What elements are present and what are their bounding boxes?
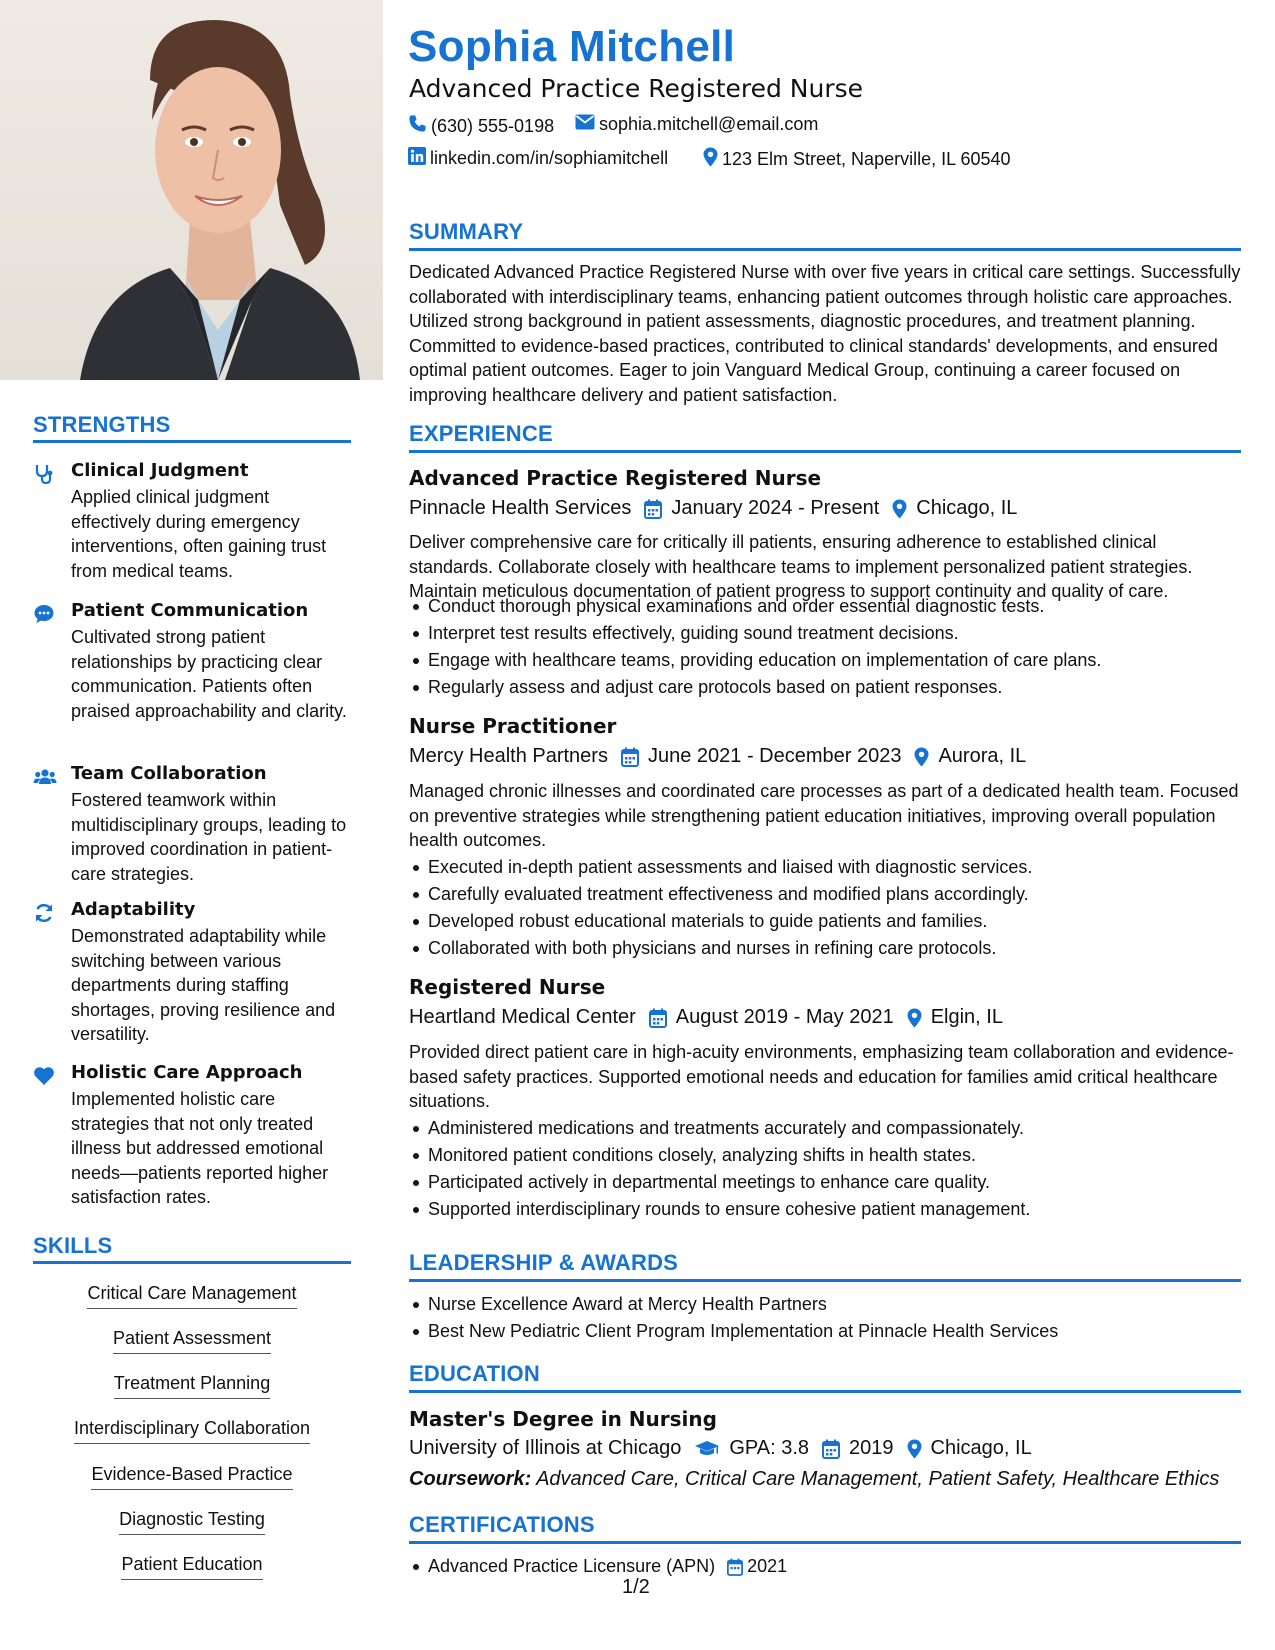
- leadership-heading: LEADERSHIP & AWARDS: [409, 1250, 1241, 1282]
- skill-item: Evidence-Based Practice: [33, 1464, 351, 1504]
- candidate-name: Sophia Mitchell: [408, 22, 736, 71]
- map-pin-icon: [907, 1439, 922, 1459]
- phone-contact: [408, 114, 554, 138]
- list-item: Developed robust educational materials to guide patients and families.: [409, 908, 1241, 935]
- list-item: Administered medications and treatments accurately and compassionately.: [409, 1115, 1241, 1142]
- certification-year: 2021: [747, 1556, 788, 1576]
- skill-item: Treatment Planning: [33, 1373, 351, 1413]
- calendar-icon: [621, 747, 639, 767]
- address-contact: [703, 147, 1011, 172]
- strength-title: Team Collaboration: [71, 763, 267, 784]
- gpa: GPA: 3.8: [729, 1437, 810, 1459]
- school-location: Chicago, IL: [930, 1437, 1032, 1459]
- education-heading: EDUCATION: [409, 1361, 1241, 1393]
- list-item: Participated actively in departmental meetings to enhance care quality.: [409, 1169, 1241, 1196]
- strength-title: Holistic Care Approach: [71, 1062, 303, 1083]
- job-title: Registered Nurse: [409, 975, 606, 999]
- school-name: University of Illinois at Chicago: [409, 1437, 682, 1459]
- list-item: Regularly assess and adjust care protocols based on patient responses.: [409, 674, 1241, 701]
- left-sidebar: [0, 0, 383, 1650]
- list-item: Best New Pediatric Client Program Implementation at Pinnacle Health Services: [409, 1318, 1241, 1345]
- graduation-cap-icon: [694, 1440, 720, 1458]
- job-description: Deliver comprehensive care for critically ill patients, ensuring adherence to established clinical standards. Collaborate closely with healthcare teams to implement personalized patient strategies. Maintain meticulous documentation of patient progress to support continuity and quality of care.: [409, 532, 1193, 601]
- job-description: Managed chronic illnesses and coordinated care processes as part of a dedicated health team. Focused on preventive strategies while strengthening patient education initiatives, improving overall population health outcomes.: [409, 781, 1239, 850]
- job-title: Nurse Practitioner: [409, 714, 617, 738]
- phone-number[interactable]: (630) 555-0198: [431, 115, 555, 136]
- list-item: Monitored patient conditions closely, analyzing shifts in health states.: [409, 1142, 1241, 1169]
- strength-description: Demonstrated adaptability while switching between various departments during staffing shortages, proving resilience and versatility.: [71, 926, 336, 1044]
- email-address[interactable]: sophia.mitchell@email.com: [599, 114, 819, 134]
- coursework-label: Coursework:: [409, 1468, 532, 1490]
- email-contact: [575, 114, 818, 135]
- strength-description: Cultivated strong patient relationships by practicing clear communication. Patients often praised approachability and clarity.: [71, 627, 347, 721]
- skills-heading: SKILLS: [33, 1233, 351, 1264]
- map-pin-icon: [914, 747, 929, 767]
- street-address: 123 Elm Street, Naperville, IL 60540: [722, 149, 1011, 169]
- experience-heading: EXPERIENCE: [409, 421, 1241, 453]
- list-item: Carefully evaluated treatment effectiveness and modified plans accordingly.: [409, 881, 1241, 908]
- degree-title: Master's Degree in Nursing: [409, 1407, 717, 1431]
- calendar-icon: [822, 1439, 840, 1459]
- coursework-list: Advanced Care, Critical Care Management, Patient Safety, Healthcare Ethics: [536, 1468, 1220, 1490]
- company-name: Pinnacle Health Services: [409, 497, 632, 519]
- job-dates: August 2019 - May 2021: [675, 1006, 894, 1028]
- strength-title: Clinical Judgment: [71, 460, 249, 481]
- job-dates: January 2024 - Present: [671, 497, 880, 519]
- map-pin-icon: [703, 147, 722, 172]
- graduation-year: 2019: [849, 1437, 894, 1459]
- strength-description: Fostered teamwork within multidisciplinary groups, leading to improved coordination in patient-care strategies.: [71, 790, 347, 884]
- users-icon: [33, 766, 55, 788]
- phone-icon: [408, 114, 431, 138]
- linkedin-url[interactable]: linkedin.com/in/sophiamitchell: [430, 148, 669, 168]
- list-item: [409, 1553, 1241, 1580]
- certifications-heading: CERTIFICATIONS: [409, 1512, 1241, 1544]
- list-item: Engage with healthcare teams, providing education on implementation of care plans.: [409, 647, 1241, 674]
- map-pin-icon: [892, 499, 907, 519]
- skill-item: Patient Assessment: [33, 1328, 351, 1368]
- strength-description: Applied clinical judgment effectively during emergency interventions, often gaining trust from medical teams.: [71, 487, 327, 581]
- list-item: Interpret test results effectively, guiding sound treatment decisions.: [409, 620, 1241, 647]
- job-location: Chicago, IL: [916, 497, 1018, 519]
- job-location: Elgin, IL: [930, 1006, 1003, 1028]
- map-pin-icon: [907, 1008, 922, 1028]
- job-location: Aurora, IL: [938, 745, 1027, 767]
- chat-bubble-icon: [33, 603, 55, 625]
- calendar-icon: [649, 1008, 667, 1028]
- calendar-icon: [644, 499, 662, 519]
- education-meta: [409, 1437, 1032, 1460]
- job-dates: June 2021 - December 2023: [647, 745, 902, 767]
- coursework: [409, 1468, 1219, 1491]
- skill-item: Patient Education: [33, 1554, 351, 1594]
- job-bullets: [409, 593, 1241, 701]
- job-bullets: [409, 854, 1241, 962]
- job-meta: [409, 497, 1017, 520]
- skill-item: Critical Care Management: [33, 1283, 351, 1323]
- page-number: 1/2: [622, 1576, 650, 1598]
- strength-title: Adaptability: [71, 899, 196, 920]
- summary-text: Dedicated Advanced Practice Registered Nurse with over five years in critical care settings. Successfully collaborated with interdisciplinary teams, enhancing patient outcomes through holistic care approaches. Utilized strong background in patient assessments, diagnostic procedures, and treatment planning. Committed to evidence-based practices, contributed to clinical standards' developments, and ensured optimal patient outcomes. Eager to join Vanguard Medical Group, continuing a career focused on improving healthcare delivery and patient satisfaction.: [409, 262, 1241, 405]
- company-name: Heartland Medical Center: [409, 1006, 636, 1028]
- profile-photo: [0, 0, 383, 380]
- skill-item: Interdisciplinary Collaboration: [33, 1418, 351, 1458]
- company-name: Mercy Health Partners: [409, 745, 608, 767]
- certifications-list: [409, 1553, 1241, 1580]
- job-meta: [409, 745, 1026, 768]
- list-item: Executed in-depth patient assessments and liaised with diagnostic services.: [409, 854, 1241, 881]
- certification-name: Advanced Practice Licensure (APN): [428, 1556, 716, 1576]
- linkedin-icon: [408, 147, 430, 170]
- list-item: Collaborated with both physicians and nurses in refining care protocols.: [409, 935, 1241, 962]
- job-bullets: [409, 1115, 1241, 1223]
- list-item: Supported interdisciplinary rounds to ensure cohesive patient management.: [409, 1196, 1241, 1223]
- stethoscope-icon: [33, 463, 55, 485]
- strengths-heading: STRENGTHS: [33, 412, 351, 443]
- refresh-icon: [33, 902, 55, 924]
- list-item: Nurse Excellence Award at Mercy Health Partners: [409, 1291, 1241, 1318]
- job-title: Advanced Practice Registered Nurse: [409, 466, 822, 490]
- heart-icon: [33, 1065, 55, 1087]
- awards-list: [409, 1291, 1241, 1345]
- calendar-icon: [727, 1558, 743, 1576]
- job-description: Provided direct patient care in high-acuity environments, emphasizing team collaboration and evidence-based safety practices. Supported emotional needs and education for families amid critical healthcare situations.: [409, 1042, 1234, 1111]
- envelope-icon: [575, 114, 599, 135]
- linkedin-contact: [408, 147, 668, 170]
- strength-description: Implemented holistic care strategies that not only treated illness but addressed emotional needs—patients reported higher satisfaction rates.: [71, 1089, 329, 1207]
- list-item: Conduct thorough physical examinations and order essential diagnostic tests.: [409, 593, 1241, 620]
- job-meta: [409, 1006, 1003, 1029]
- candidate-headline: Advanced Practice Registered Nurse: [409, 74, 864, 103]
- summary-heading: SUMMARY: [409, 219, 1241, 251]
- strength-title: Patient Communication: [71, 600, 309, 621]
- skill-item: Diagnostic Testing: [33, 1509, 351, 1549]
